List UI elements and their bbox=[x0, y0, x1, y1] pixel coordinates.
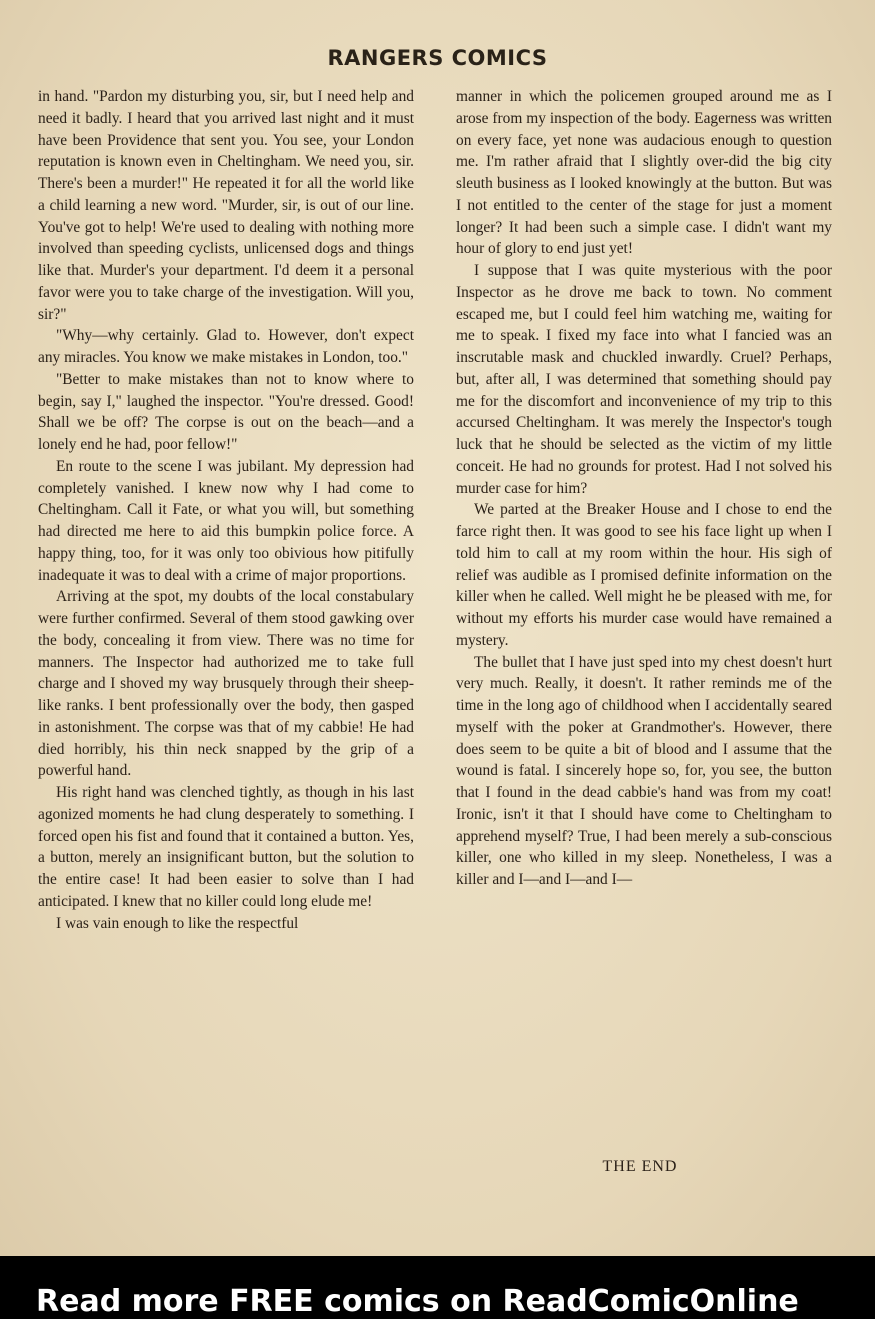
paragraph: I suppose that I was quite mysterious with the poor Inspector as he drove me back to town. No comment escaped me, but I could feel him watching me, waiting for me to speak. I fixed my face into what I fancied was an inscrutable mask and chuckled inwardly. Cruel? Perhaps, but, after all, I was determined that something should pay me for the discomfort and inconvenience of my trip to this accursed Cheltingham. It was merely the Inspector's tough luck that he should be selected as the victim of my little conceit. He had no grounds for protest. Had I not solved his murder case for him? bbox=[456, 262, 832, 497]
footer-banner[interactable] bbox=[0, 1256, 875, 1319]
page-header-title: RANGERS COMICS bbox=[327, 46, 548, 70]
paragraph: in hand. "Pardon my disturbing you, sir, but I need help and need it badly. I heard that you arrived last night and it must have been Providence that sent you. You see, your London reputation is known even in Cheltingham. We need you, sir. There's been a murder!" He repeated it for all the world like a child learning a new word. "Murder, sir, is out of our line. You've got to help! We're used to dealing with nothing more involved than speeding cyclists, unlicensed dogs and things like that. Murder's your department. I'd deem it a personal favor were you to take charge of the investigation. Will you, sir?" bbox=[38, 88, 414, 323]
paragraph: The bullet that I have just sped into my chest doesn't hurt very much. Really, it doesn't. It rather reminds me of the time in the long ago of childhood when I accidentally seared myself with the poker at Grandmother's. However, there does seem to be quite a bit of blood and I assume that the wound is fatal. I sincerely hope so, for, you see, the button that I found in the dead cabbie's hand was from my coat! Ironic, isn't it that I should have come to Cheltingham to apprehend myself? True, I had been merely a sub-conscious killer, one who killed in my sleep. Nonetheless, I was a killer and I—and I—and I— bbox=[456, 653, 832, 888]
the-end-label: THE END bbox=[602, 1158, 678, 1175]
paragraph: Arriving at the spot, my doubts of the local constabulary were further confirmed. Several of them stood gawking over the body, concealing it from view. There was no time for manners. The Inspector had authorized me to take full charge and I shoved my way brusquely through their sheep-like ranks. I bent professionally over the body, then gasped in astonishment. The corpse was that of my cabbie! He had died horribly, his thin neck snapped by the grip of a powerful hand. bbox=[38, 588, 414, 780]
paragraph: We parted at the Breaker House and I chose to end the farce right then. It was good to see his face light up when I told him to call at my room within the hour. His sigh of relief was audible as I promised definite information on the killer when he called. Well might he be pleased with me, for without my efforts his murder case would have remained a mystery. bbox=[456, 501, 832, 649]
paragraph: I was vain enough to like the respectful bbox=[56, 914, 299, 932]
footer-banner-text[interactable]: Read more FREE comics on ReadComicOnline bbox=[36, 1284, 799, 1319]
paragraph: En route to the scene I was jubilant. My depression had completely vanished. I knew now why I had come to Cheltingham. Call it Fate, or what you will, but something had directed me here to aid this bumpkin police force. A happy thing, too, for it was only too obivious how pitifully inadequate it was to deal with a crime of major proportions. bbox=[38, 457, 414, 584]
paragraph: His right hand was clenched tightly, as though in his last agonized moments he had clung desperately to something. I forced open his fist and found that it contained a button. Yes, a button, merely an insignificant button, but the solution to the entire case! It had been easier to solve than I had anticipated. I knew that no killer could long elude me! bbox=[38, 784, 414, 910]
paragraph: "Better to make mistakes than not to know where to begin, say I," laughed the inspector. "You're dressed. Good! Shall we be off? The corpse is out on the beach—and a lonely end he had, poor fellow!" bbox=[38, 370, 414, 453]
paragraph: "Why—why certainly. Glad to. However, don't expect any miracles. You know we make mistakes in London, too." bbox=[38, 327, 414, 366]
right-text-column bbox=[456, 86, 832, 891]
paragraph: manner in which the policemen grouped around me as I arose from my inspection of the body. Eagerness was written on every face, yet none was audacious enough to question me. I'm rather afraid that I slightly over-did the big city sleuth business as I looked knowingly at the button. But was I not entitled to the center of the stage for just a moment longer? It had been such a simple case. I didn't want my hour of glory to end just yet! bbox=[456, 88, 832, 258]
left-text-column bbox=[38, 86, 414, 934]
